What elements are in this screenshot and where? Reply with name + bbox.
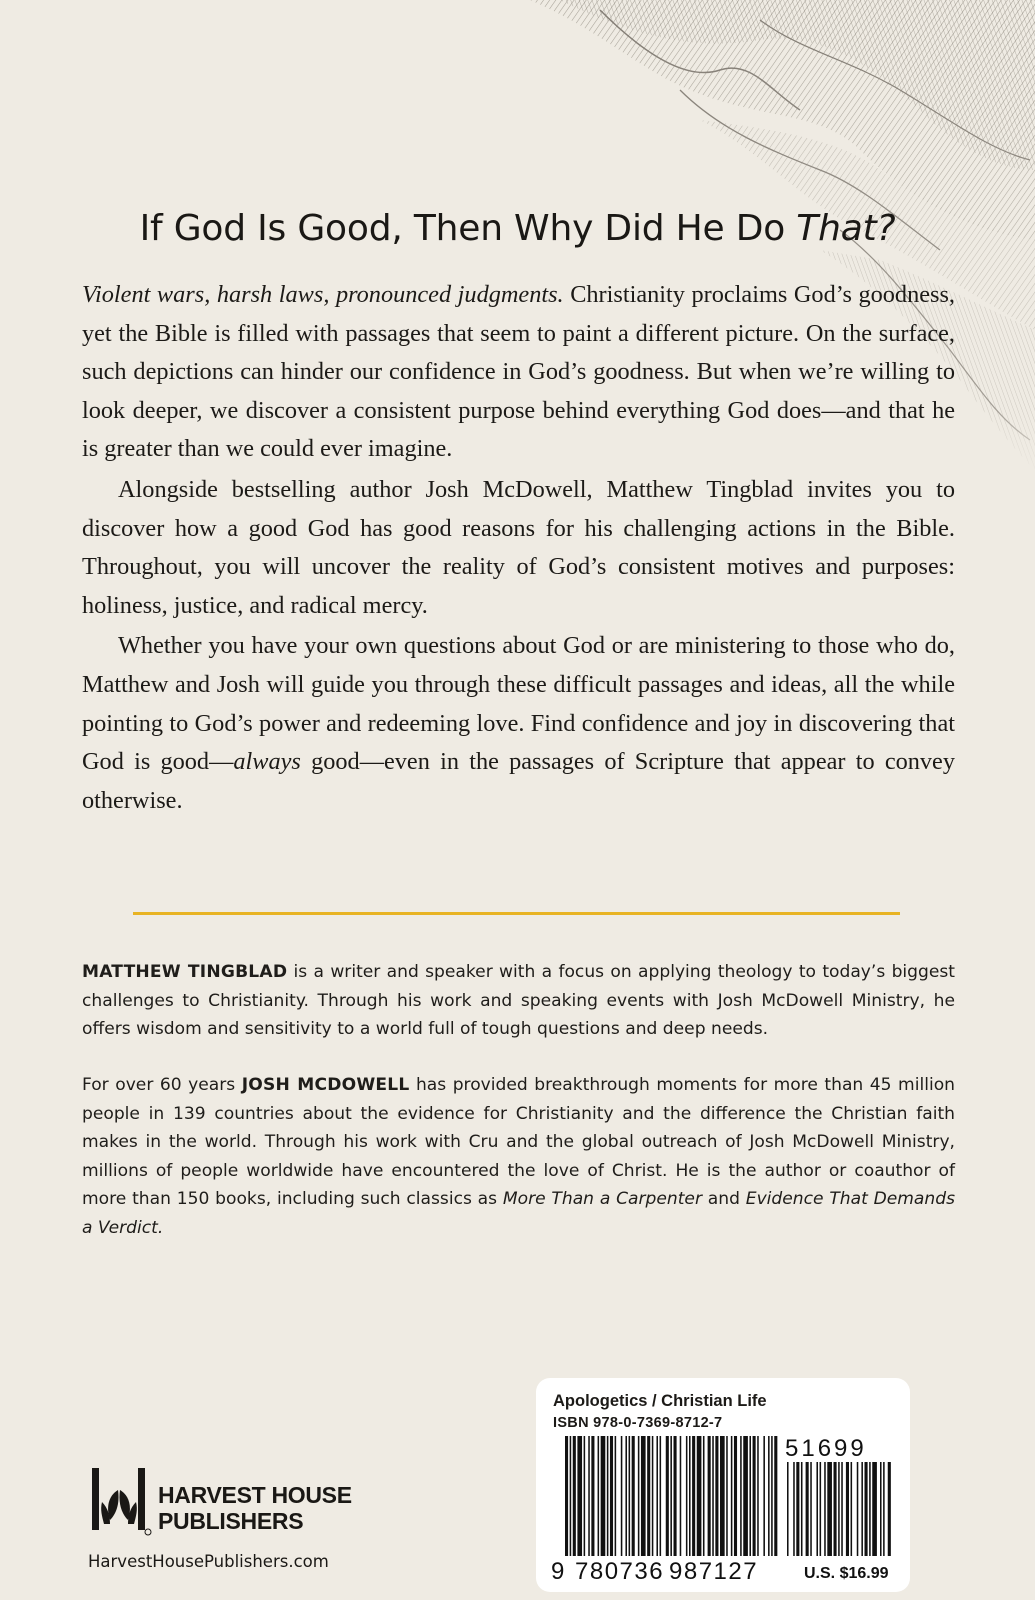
barcode-bar bbox=[670, 1436, 672, 1556]
barcode-bar bbox=[757, 1436, 759, 1556]
barcode-bar bbox=[666, 1436, 669, 1556]
lead-digit: 9 bbox=[551, 1558, 565, 1585]
publisher-name bbox=[158, 1482, 398, 1534]
publisher-website: HarvestHousePublishers.com bbox=[88, 1552, 329, 1571]
blurb-paragraph: Alongside bestselling author Josh McDowell, Matthew Tingblad invites you to discover how a good God has good reasons for his challenging actions in the Bible. Throughout, you will uncover the reality of God’s consistent motives and purposes: holiness, justice, and radical mercy. bbox=[82, 475, 955, 619]
addon-bar bbox=[861, 1462, 863, 1556]
barcode-bar bbox=[570, 1436, 572, 1556]
barcode-bar bbox=[692, 1436, 695, 1556]
barcode-bar bbox=[625, 1436, 627, 1556]
addon-bar bbox=[846, 1462, 849, 1556]
addon-bar bbox=[827, 1462, 832, 1556]
barcode-bar bbox=[720, 1436, 725, 1556]
barcode-bar bbox=[656, 1436, 658, 1556]
addon-bar bbox=[796, 1462, 799, 1556]
barcode-bar bbox=[573, 1436, 576, 1556]
barcode-bar bbox=[768, 1436, 770, 1556]
isbn-number: ISBN 978-0-7369-8712-7 bbox=[553, 1415, 723, 1431]
barcode-bar bbox=[629, 1436, 631, 1556]
addon-bar bbox=[793, 1462, 795, 1556]
barcode-bar bbox=[731, 1436, 733, 1556]
barcode-bar bbox=[708, 1436, 711, 1556]
isbn-barcode bbox=[549, 1436, 899, 1586]
barcode-bar bbox=[763, 1436, 765, 1556]
barcode-bar bbox=[686, 1436, 688, 1556]
author-bio-mcdowell: For over 60 years JOSH MCDOWELL has provided breakthrough moments for more than 45 million people in 139 countries about the evidence for Christianity and the difference the Christian faith makes in the world. Through his work with Cru and the global outreach of Josh McDowell Ministry, millions of people worldwide have encountered the love of Christ. He is the author or coauthor of more than 150 books, including such classics as More Than a Carpenter and Evidence That Demands a Verdict. bbox=[82, 1075, 956, 1238]
addon-bar bbox=[834, 1462, 837, 1556]
barcode-bar bbox=[647, 1436, 650, 1556]
barcode-bar bbox=[610, 1436, 613, 1556]
harvest-house-logo-icon bbox=[90, 1468, 154, 1536]
addon-bar bbox=[857, 1462, 859, 1556]
addon-bar bbox=[787, 1462, 789, 1556]
barcode-bar bbox=[697, 1436, 702, 1556]
barcode-bar bbox=[632, 1436, 635, 1556]
barcode-bar bbox=[615, 1436, 617, 1556]
addon-bar bbox=[869, 1462, 871, 1556]
barcode-bar bbox=[753, 1436, 756, 1556]
barcode-bar bbox=[680, 1436, 682, 1556]
barcode-bar bbox=[771, 1436, 773, 1556]
book-category: Apologetics / Christian Life bbox=[553, 1392, 767, 1410]
price-code: 51699 bbox=[785, 1436, 867, 1462]
description-blurb bbox=[82, 276, 955, 822]
barcode-bar bbox=[726, 1436, 728, 1556]
barcode-bar bbox=[674, 1436, 677, 1556]
barcode-bar bbox=[591, 1436, 594, 1556]
barcode-panel bbox=[536, 1378, 910, 1592]
gold-divider bbox=[133, 912, 900, 915]
addon-bar bbox=[865, 1462, 868, 1556]
barcode-bar bbox=[565, 1436, 568, 1556]
ean-barcode-bars bbox=[565, 1436, 777, 1556]
barcode-bar bbox=[703, 1436, 705, 1556]
barcode-bar bbox=[689, 1436, 691, 1556]
addon-bar bbox=[824, 1462, 826, 1556]
right-digits: 987127 bbox=[669, 1558, 759, 1585]
addon-bar bbox=[888, 1462, 891, 1556]
barcode-bar bbox=[601, 1436, 606, 1556]
addon-bar bbox=[851, 1462, 853, 1556]
barcode-bar bbox=[734, 1436, 737, 1556]
addon-bar bbox=[883, 1462, 885, 1556]
barcode-bar bbox=[715, 1436, 718, 1556]
author-bio-tingblad: MATTHEW TINGBLAD is a writer and speaker with a focus on applying theology to today’s biggest challenges to Christianity. Through his work and speaking events with Josh McDowell Ministry, he offers wisdom and sensitivity to a world full of tough questions and deep needs. bbox=[82, 962, 956, 1040]
blurb-paragraph: Whether you have your own questions about God or are ministering to those who do, Matthew and Josh will guide you through these difficult passages and ideas, all the while pointing to God’s power and redeeming love. Find confidence and joy in discovering that God is good—always good—even in the passages of Scripture that appear to convey otherwise. bbox=[82, 632, 955, 814]
barcode-bar bbox=[774, 1436, 777, 1556]
barcode-bar bbox=[652, 1436, 654, 1556]
addon-bar bbox=[810, 1462, 812, 1556]
addon-bar bbox=[801, 1462, 803, 1556]
barcode-bar bbox=[641, 1436, 646, 1556]
price-barcode-bars bbox=[787, 1462, 891, 1556]
barcode-bar bbox=[577, 1436, 582, 1556]
barcode-bar bbox=[638, 1436, 640, 1556]
addon-bar bbox=[872, 1462, 877, 1556]
addon-bar bbox=[841, 1462, 843, 1556]
headline: If God Is Good, Then Why Did He Do That? bbox=[139, 208, 896, 249]
barcode-bar bbox=[621, 1436, 623, 1556]
addon-bar bbox=[820, 1462, 822, 1556]
barcode-bar bbox=[584, 1436, 586, 1556]
barcode-bar bbox=[712, 1436, 714, 1556]
publisher-name-line: HARVEST HOUSE bbox=[158, 1482, 352, 1508]
barcode-bar bbox=[598, 1436, 600, 1556]
barcode-bar bbox=[743, 1436, 748, 1556]
left-digits: 780736 bbox=[575, 1558, 665, 1585]
barcode-bar bbox=[660, 1436, 662, 1556]
barcode-bar bbox=[588, 1436, 590, 1556]
price-label: U.S. $16.99 bbox=[804, 1565, 889, 1582]
barcode-bar bbox=[740, 1436, 742, 1556]
addon-bar bbox=[816, 1462, 818, 1556]
addon-bar bbox=[838, 1462, 840, 1556]
addon-bar bbox=[806, 1462, 809, 1556]
publisher-name-line: PUBLISHERS bbox=[158, 1508, 304, 1534]
addon-bar bbox=[880, 1462, 882, 1556]
barcode-bar bbox=[607, 1436, 609, 1556]
blurb-paragraph: Violent wars, harsh laws, pronounced judgments. Christianity proclaims God’s goodness, yet the Bible is filled with passages that seem to paint a different picture. On the surface, such depictions can hinder our confidence in God’s goodness. But when we’re willing to look deeper, we discover a consistent purpose behind everything God does—and that he is greater than we could ever imagine. bbox=[82, 281, 956, 463]
barcode-bar bbox=[749, 1436, 751, 1556]
